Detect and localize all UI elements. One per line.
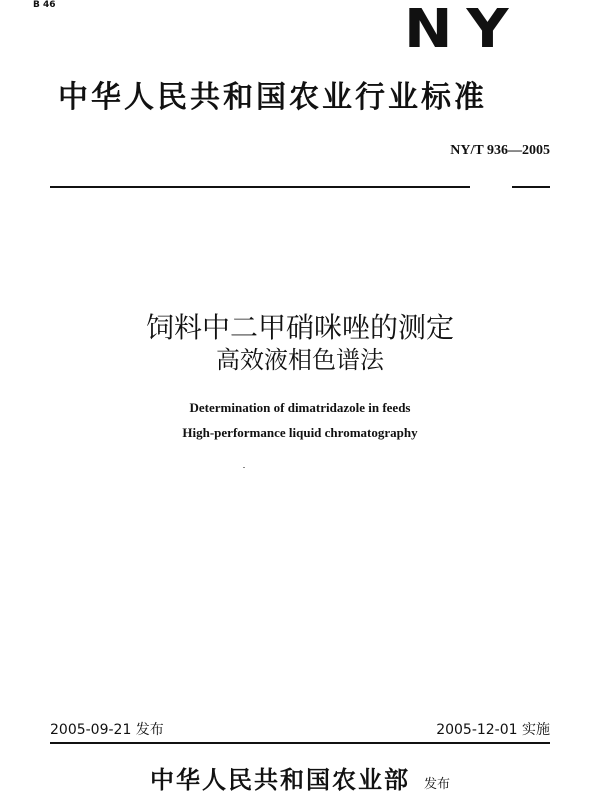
document-title-zh-line1: 饲料中二甲硝咪唑的测定 — [145, 311, 454, 344]
issue-date: 2005-09-21 发布 — [50, 722, 164, 738]
standard-title: 中华人民共和国农业行业标准 — [58, 80, 487, 115]
document-title-en-line1: Determination of dimatridazole in feeds — [189, 400, 411, 415]
header-divider-tail — [512, 186, 550, 188]
scan-speck — [243, 467, 245, 468]
header-divider — [50, 186, 470, 188]
footer-divider — [50, 742, 550, 744]
publisher — [0, 765, 600, 794]
document-title-zh-line2: 高效液相色谱法 — [216, 346, 384, 374]
ny-logo: NY — [404, 0, 523, 60]
publisher-suffix: 发布 — [423, 777, 450, 792]
implementation-date: 2005-12-01 实施 — [436, 722, 550, 738]
standard-number: NY/T 936—2005 — [450, 143, 550, 158]
document-title-en-line2: High-performance liquid chromatography — [182, 425, 418, 440]
publisher-name: 中华人民共和国农业部 — [149, 765, 410, 794]
ics-code: B 46 — [33, 0, 56, 10]
